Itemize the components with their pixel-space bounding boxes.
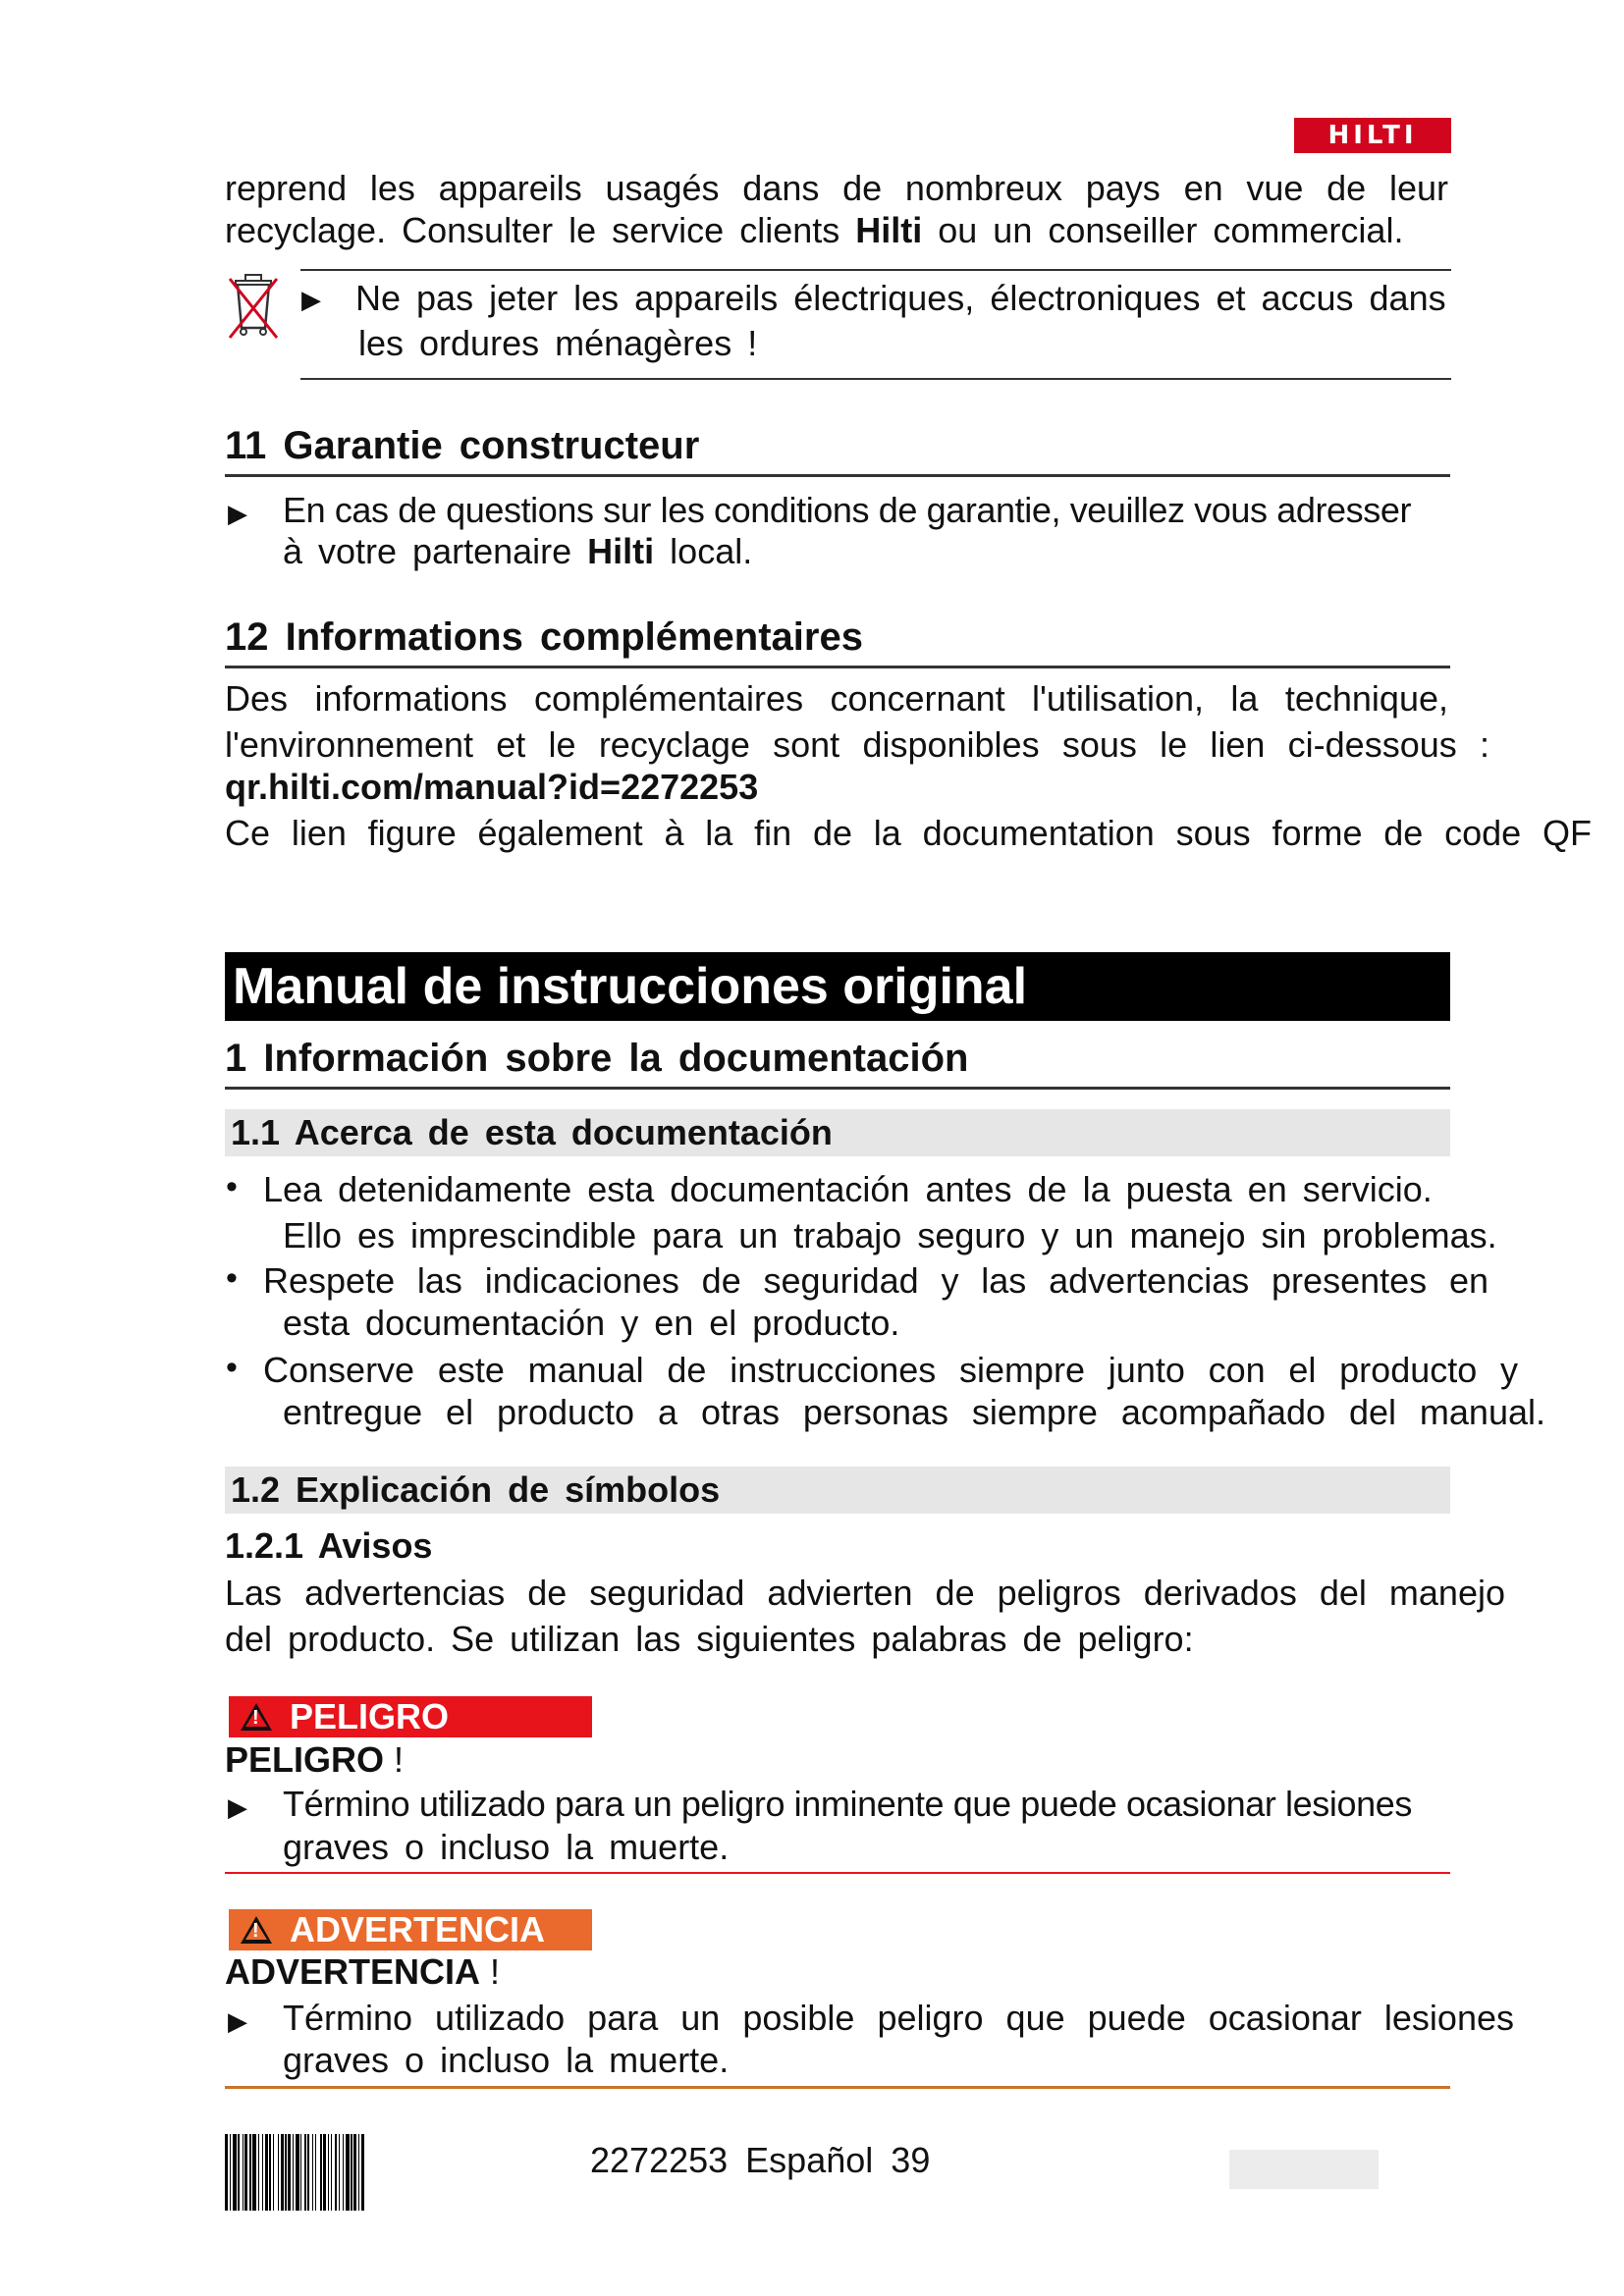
peligro-bottom-rule [225,1872,1450,1874]
warning-triangle-icon [241,1703,272,1731]
subsection-1-1-heading: 1.1 Acerca de esta documentación [225,1109,1450,1156]
section-1-heading: 1 Información sobre la documentación [225,1037,969,1080]
bullet-arrow-icon: ▶ [301,285,321,314]
bullet-2-line-1: Respete las indicaciones de seguridad y las advertencias presentes en [263,1260,1489,1301]
bullet-dot: • [226,1349,238,1386]
bullet-1-line-2: Ello es imprescindible para un trabajo seguro y un manejo sin problemas. [283,1215,1497,1255]
bullet-arrow-icon: ▶ [228,499,247,528]
disposal-line-2: les ordures ménagères ! [358,323,758,363]
subsection-1-2-heading: 1.2 Explicación de símbolos [225,1467,1450,1514]
bullet-3-line-2: entregue el producto a otras personas siempre acompañado del manual. [283,1392,1545,1432]
hilti-logo: HILTI [1294,118,1451,153]
disposal-top-rule [300,269,1451,271]
peligro-title: PELIGRO ! [225,1739,405,1780]
peligro-signal-tag: ! PELIGRO [229,1696,592,1737]
section-11-heading: 11 Garantie constructeur [225,424,700,467]
section-12-heading: 12 Informations complémentaires [225,615,863,659]
peligro-line-1: Término utilizado para un peligro inminente que puede ocasionar lesiones [283,1784,1412,1824]
bullet-arrow-icon: ▶ [228,2006,247,2036]
bullet-2-line-2: esta documentación y en el producto. [283,1303,900,1343]
intro-line-2: recyclage. Consulter le service clients Hilti ou un conseiller commercial. [225,210,1404,250]
crossed-out-bin-icon [224,267,283,346]
bullet-dot: • [226,1168,238,1205]
avisos-line-2: del producto. Se utilizan las siguientes palabras de peligro: [225,1619,1194,1659]
section-12-rule [225,666,1450,668]
warning-triangle-icon [241,1916,272,1944]
manual-title-banner: Manual de instrucciones original [225,952,1450,1021]
section-1-rule [225,1087,1450,1090]
peligro-line-2: graves o incluso la muerte. [283,1827,730,1867]
footer-gray-box [1229,2150,1379,2189]
subsection-1-2-1-heading: 1.2.1 Avisos [225,1525,433,1566]
manual-link[interactable]: qr.hilti.com/manual?id=2272253 [225,767,759,807]
advertencia-title: ADVERTENCIA ! [225,1951,501,1992]
section-11-bullet-line-1: En cas de questions sur les conditions de garantie, veuillez vous adresser [283,490,1412,530]
section-11-rule [225,474,1450,477]
disposal-line-1: Ne pas jeter les appareils électriques, électroniques et accus dans [355,278,1446,318]
advertencia-line-2: graves o incluso la muerte. [283,2040,730,2080]
bullet-dot: • [226,1259,238,1297]
footer-page-info: 2272253 Español 39 [590,2140,931,2180]
intro-line-1: reprend les appareils usagés dans de nombreux pays en vue de leur [225,168,1448,208]
bullet-1-line-1: Lea detenidamente esta documentación antes de la puesta en servicio. [263,1169,1433,1209]
section-12-line-2: l'environnement et le recyclage sont disponibles sous le lien ci-dessous : [225,724,1489,765]
avisos-line-1: Las advertencias de seguridad advierten de peligros derivados del manejo [225,1573,1505,1613]
disposal-bottom-rule [300,378,1451,380]
barcode [225,2134,559,2211]
section-12-line-1: Des informations complémentaires concernant l'utilisation, la technique, [225,678,1448,719]
section-12-line-4: Ce lien figure également à la fin de la documentation sous forme de code QF [225,813,1592,853]
advertencia-signal-tag: ! ADVERTENCIA [229,1909,592,1950]
advertencia-line-1: Término utilizado para un posible peligro que puede ocasionar lesiones [283,1998,1514,2038]
advertencia-bottom-rule [225,2086,1450,2089]
bullet-3-line-1: Conserve este manual de instrucciones siempre junto con el producto y [263,1350,1518,1390]
section-11-bullet-line-2: à votre partenaire Hilti local. [283,531,753,571]
bullet-arrow-icon: ▶ [228,1792,247,1822]
